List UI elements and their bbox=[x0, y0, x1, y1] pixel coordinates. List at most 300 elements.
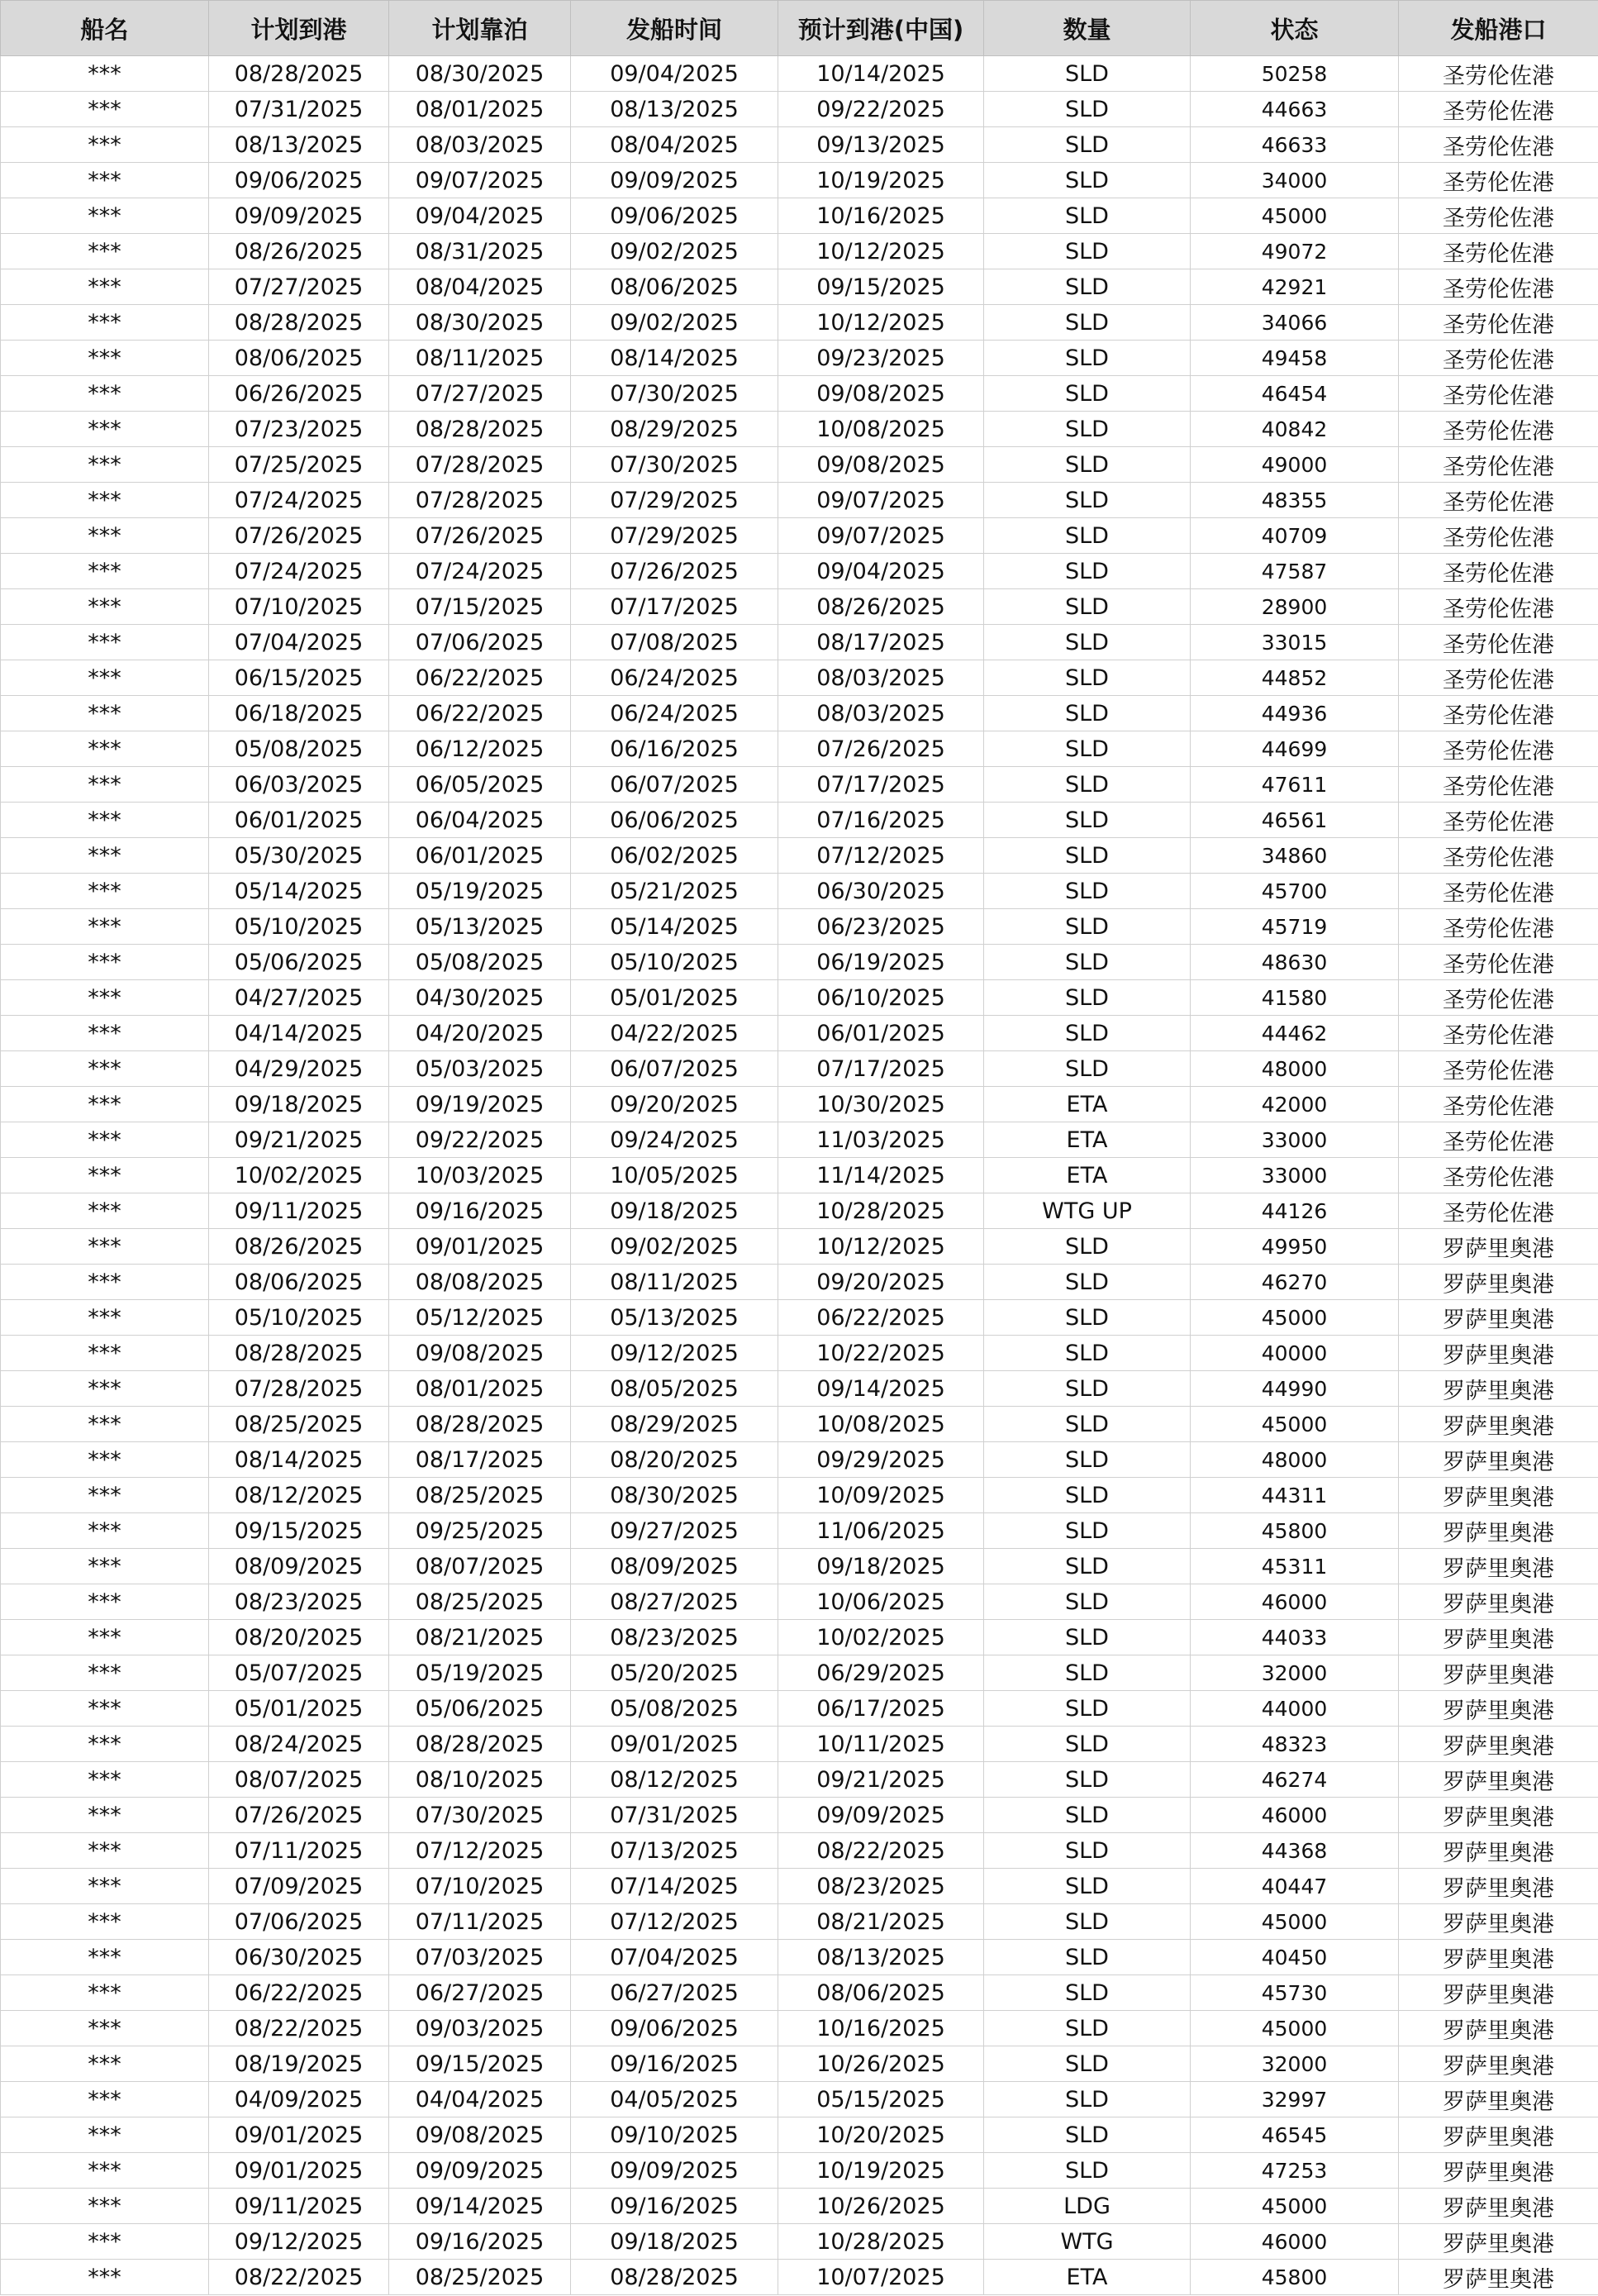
departure-time-cell: 08/29/2025 bbox=[571, 1407, 778, 1442]
vessel-name-cell: *** bbox=[1, 1904, 209, 1940]
quantity-cell: SLD bbox=[984, 1869, 1191, 1904]
vessel-name-cell: *** bbox=[1, 1300, 209, 1336]
departure-time-cell: 04/22/2025 bbox=[571, 1016, 778, 1051]
quantity-cell: SLD bbox=[984, 1371, 1191, 1407]
header-departure-port[interactable]: 发船港口 bbox=[1399, 1, 1598, 56]
eta-china-cell: 08/17/2025 bbox=[778, 625, 984, 660]
quantity-cell: SLD bbox=[984, 447, 1191, 483]
planned-arrival-cell: 09/11/2025 bbox=[209, 2189, 389, 2224]
vessel-name-cell: *** bbox=[1, 2153, 209, 2189]
departure-port-cell: 圣劳伦佐港 bbox=[1399, 92, 1598, 127]
planned-berthing-cell: 07/11/2025 bbox=[389, 1904, 571, 1940]
eta-china-cell: 08/06/2025 bbox=[778, 1975, 984, 2011]
vessel-name-cell: *** bbox=[1, 874, 209, 909]
departure-time-cell: 09/02/2025 bbox=[571, 1229, 778, 1265]
departure-port-cell: 圣劳伦佐港 bbox=[1399, 1016, 1598, 1051]
departure-time-cell: 09/09/2025 bbox=[571, 163, 778, 198]
table-row bbox=[1, 1584, 1598, 1620]
vessel-name-cell: *** bbox=[1, 980, 209, 1016]
departure-time-cell: 07/31/2025 bbox=[571, 1798, 778, 1833]
status-cell: 40000 bbox=[1191, 1336, 1399, 1371]
header-quantity[interactable]: 数量 bbox=[984, 1, 1191, 56]
status-cell: 33000 bbox=[1191, 1158, 1399, 1193]
planned-berthing-cell: 09/08/2025 bbox=[389, 1336, 571, 1371]
table-row bbox=[1, 909, 1598, 945]
planned-arrival-cell: 09/06/2025 bbox=[209, 163, 389, 198]
quantity-cell: SLD bbox=[984, 269, 1191, 305]
vessel-name-cell: *** bbox=[1, 1229, 209, 1265]
departure-time-cell: 05/10/2025 bbox=[571, 945, 778, 980]
departure-time-cell: 05/08/2025 bbox=[571, 1691, 778, 1727]
departure-time-cell: 09/06/2025 bbox=[571, 2011, 778, 2046]
departure-time-cell: 09/16/2025 bbox=[571, 2189, 778, 2224]
quantity-cell: SLD bbox=[984, 1620, 1191, 1655]
quantity-cell: SLD bbox=[984, 1229, 1191, 1265]
planned-arrival-cell: 08/28/2025 bbox=[209, 305, 389, 341]
status-cell: 48630 bbox=[1191, 945, 1399, 980]
planned-berthing-cell: 05/03/2025 bbox=[389, 1051, 571, 1087]
vessel-name-cell: *** bbox=[1, 803, 209, 838]
quantity-cell: SLD bbox=[984, 2046, 1191, 2082]
eta-china-cell: 11/03/2025 bbox=[778, 1122, 984, 1158]
departure-time-cell: 08/12/2025 bbox=[571, 1762, 778, 1798]
departure-port-cell: 圣劳伦佐港 bbox=[1399, 980, 1598, 1016]
departure-port-cell: 圣劳伦佐港 bbox=[1399, 1122, 1598, 1158]
eta-china-cell: 09/07/2025 bbox=[778, 483, 984, 518]
eta-china-cell: 10/19/2025 bbox=[778, 163, 984, 198]
eta-china-cell: 10/26/2025 bbox=[778, 2046, 984, 2082]
header-planned-berthing[interactable]: 计划靠泊 bbox=[389, 1, 571, 56]
planned-berthing-cell: 07/26/2025 bbox=[389, 518, 571, 554]
planned-arrival-cell: 08/25/2025 bbox=[209, 1407, 389, 1442]
planned-berthing-cell: 06/05/2025 bbox=[389, 767, 571, 803]
departure-time-cell: 09/27/2025 bbox=[571, 1513, 778, 1549]
planned-berthing-cell: 05/06/2025 bbox=[389, 1691, 571, 1727]
table-row bbox=[1, 376, 1598, 412]
status-cell: 34000 bbox=[1191, 163, 1399, 198]
table-row bbox=[1, 2260, 1598, 2295]
vessel-name-cell: *** bbox=[1, 1727, 209, 1762]
status-cell: 40842 bbox=[1191, 412, 1399, 447]
planned-berthing-cell: 08/25/2025 bbox=[389, 2260, 571, 2295]
quantity-cell: SLD bbox=[984, 1478, 1191, 1513]
planned-arrival-cell: 05/06/2025 bbox=[209, 945, 389, 980]
status-cell: 46000 bbox=[1191, 2224, 1399, 2260]
quantity-cell: SLD bbox=[984, 1691, 1191, 1727]
planned-arrival-cell: 07/06/2025 bbox=[209, 1904, 389, 1940]
eta-china-cell: 10/12/2025 bbox=[778, 234, 984, 269]
planned-arrival-cell: 07/28/2025 bbox=[209, 1371, 389, 1407]
vessel-name-cell: *** bbox=[1, 2046, 209, 2082]
eta-china-cell: 10/06/2025 bbox=[778, 1584, 984, 1620]
eta-china-cell: 06/19/2025 bbox=[778, 945, 984, 980]
departure-time-cell: 08/28/2025 bbox=[571, 2260, 778, 2295]
departure-port-cell: 罗萨里奥港 bbox=[1399, 1371, 1598, 1407]
departure-time-cell: 08/09/2025 bbox=[571, 1549, 778, 1584]
quantity-cell: SLD bbox=[984, 1762, 1191, 1798]
header-status[interactable]: 状态 bbox=[1191, 1, 1399, 56]
eta-china-cell: 11/14/2025 bbox=[778, 1158, 984, 1193]
vessel-name-cell: *** bbox=[1, 447, 209, 483]
table-row bbox=[1, 731, 1598, 767]
departure-time-cell: 07/14/2025 bbox=[571, 1869, 778, 1904]
eta-china-cell: 10/08/2025 bbox=[778, 1407, 984, 1442]
departure-time-cell: 07/29/2025 bbox=[571, 483, 778, 518]
departure-port-cell: 罗萨里奥港 bbox=[1399, 2224, 1598, 2260]
departure-time-cell: 09/01/2025 bbox=[571, 1727, 778, 1762]
eta-china-cell: 10/16/2025 bbox=[778, 198, 984, 234]
planned-arrival-cell: 05/07/2025 bbox=[209, 1655, 389, 1691]
planned-berthing-cell: 08/07/2025 bbox=[389, 1549, 571, 1584]
planned-berthing-cell: 06/01/2025 bbox=[389, 838, 571, 874]
departure-port-cell: 圣劳伦佐港 bbox=[1399, 589, 1598, 625]
quantity-cell: SLD bbox=[984, 1442, 1191, 1478]
header-planned-arrival[interactable]: 计划到港 bbox=[209, 1, 389, 56]
status-cell: 32000 bbox=[1191, 2046, 1399, 2082]
status-cell: 47611 bbox=[1191, 767, 1399, 803]
eta-china-cell: 08/13/2025 bbox=[778, 1940, 984, 1975]
departure-port-cell: 圣劳伦佐港 bbox=[1399, 1158, 1598, 1193]
eta-china-cell: 09/09/2025 bbox=[778, 1798, 984, 1833]
quantity-cell: SLD bbox=[984, 838, 1191, 874]
eta-china-cell: 10/11/2025 bbox=[778, 1727, 984, 1762]
eta-china-cell: 07/26/2025 bbox=[778, 731, 984, 767]
departure-port-cell: 罗萨里奥港 bbox=[1399, 1833, 1598, 1869]
departure-time-cell: 08/30/2025 bbox=[571, 1478, 778, 1513]
status-cell: 45730 bbox=[1191, 1975, 1399, 2011]
planned-berthing-cell: 06/04/2025 bbox=[389, 803, 571, 838]
eta-china-cell: 09/21/2025 bbox=[778, 1762, 984, 1798]
eta-china-cell: 10/19/2025 bbox=[778, 2153, 984, 2189]
table-row bbox=[1, 234, 1598, 269]
eta-china-cell: 06/22/2025 bbox=[778, 1300, 984, 1336]
status-cell: 48323 bbox=[1191, 1727, 1399, 1762]
planned-berthing-cell: 07/28/2025 bbox=[389, 447, 571, 483]
departure-port-cell: 罗萨里奥港 bbox=[1399, 1975, 1598, 2011]
departure-port-cell: 圣劳伦佐港 bbox=[1399, 1087, 1598, 1122]
departure-port-cell: 罗萨里奥港 bbox=[1399, 1904, 1598, 1940]
departure-port-cell: 圣劳伦佐港 bbox=[1399, 269, 1598, 305]
table-row bbox=[1, 945, 1598, 980]
departure-port-cell: 圣劳伦佐港 bbox=[1399, 341, 1598, 376]
quantity-cell: SLD bbox=[984, 767, 1191, 803]
planned-berthing-cell: 08/08/2025 bbox=[389, 1265, 571, 1300]
status-cell: 40709 bbox=[1191, 518, 1399, 554]
quantity-cell: WTG bbox=[984, 2224, 1191, 2260]
departure-time-cell: 07/13/2025 bbox=[571, 1833, 778, 1869]
planned-arrival-cell: 07/10/2025 bbox=[209, 589, 389, 625]
planned-berthing-cell: 09/03/2025 bbox=[389, 2011, 571, 2046]
quantity-cell: SLD bbox=[984, 1016, 1191, 1051]
status-cell: 50258 bbox=[1191, 56, 1399, 92]
planned-berthing-cell: 08/17/2025 bbox=[389, 1442, 571, 1478]
departure-port-cell: 罗萨里奥港 bbox=[1399, 2153, 1598, 2189]
vessel-name-cell: *** bbox=[1, 554, 209, 589]
planned-arrival-cell: 04/14/2025 bbox=[209, 1016, 389, 1051]
table-row bbox=[1, 2224, 1598, 2260]
departure-port-cell: 圣劳伦佐港 bbox=[1399, 803, 1598, 838]
table-row bbox=[1, 1620, 1598, 1655]
departure-time-cell: 08/29/2025 bbox=[571, 412, 778, 447]
table-row bbox=[1, 92, 1598, 127]
status-cell: 44936 bbox=[1191, 696, 1399, 731]
quantity-cell: SLD bbox=[984, 127, 1191, 163]
quantity-cell: SLD bbox=[984, 945, 1191, 980]
planned-arrival-cell: 07/31/2025 bbox=[209, 92, 389, 127]
planned-arrival-cell: 04/27/2025 bbox=[209, 980, 389, 1016]
eta-china-cell: 10/28/2025 bbox=[778, 2224, 984, 2260]
quantity-cell: SLD bbox=[984, 803, 1191, 838]
planned-berthing-cell: 08/21/2025 bbox=[389, 1620, 571, 1655]
planned-arrival-cell: 08/19/2025 bbox=[209, 2046, 389, 2082]
header-eta-china[interactable]: 预计到港(中国) bbox=[778, 1, 984, 56]
planned-berthing-cell: 09/15/2025 bbox=[389, 2046, 571, 2082]
planned-arrival-cell: 04/29/2025 bbox=[209, 1051, 389, 1087]
quantity-cell: SLD bbox=[984, 1833, 1191, 1869]
planned-berthing-cell: 10/03/2025 bbox=[389, 1158, 571, 1193]
vessel-name-cell: *** bbox=[1, 1869, 209, 1904]
planned-arrival-cell: 06/15/2025 bbox=[209, 660, 389, 696]
quantity-cell: SLD bbox=[984, 56, 1191, 92]
planned-arrival-cell: 08/28/2025 bbox=[209, 1336, 389, 1371]
departure-port-cell: 罗萨里奥港 bbox=[1399, 1798, 1598, 1833]
planned-arrival-cell: 06/03/2025 bbox=[209, 767, 389, 803]
quantity-cell: SLD bbox=[984, 1336, 1191, 1371]
departure-port-cell: 圣劳伦佐港 bbox=[1399, 660, 1598, 696]
departure-time-cell: 07/30/2025 bbox=[571, 376, 778, 412]
vessel-name-cell: *** bbox=[1, 483, 209, 518]
table-row bbox=[1, 1727, 1598, 1762]
table-row bbox=[1, 2189, 1598, 2224]
quantity-cell: SLD bbox=[984, 625, 1191, 660]
departure-port-cell: 罗萨里奥港 bbox=[1399, 1691, 1598, 1727]
vessel-name-cell: *** bbox=[1, 1833, 209, 1869]
planned-arrival-cell: 10/02/2025 bbox=[209, 1158, 389, 1193]
planned-berthing-cell: 06/12/2025 bbox=[389, 731, 571, 767]
table-row bbox=[1, 1762, 1598, 1798]
eta-china-cell: 09/20/2025 bbox=[778, 1265, 984, 1300]
status-cell: 44663 bbox=[1191, 92, 1399, 127]
table-row bbox=[1, 2082, 1598, 2117]
eta-china-cell: 10/08/2025 bbox=[778, 412, 984, 447]
planned-berthing-cell: 09/25/2025 bbox=[389, 1513, 571, 1549]
table-row bbox=[1, 2117, 1598, 2153]
status-cell: 48000 bbox=[1191, 1051, 1399, 1087]
status-cell: 46545 bbox=[1191, 2117, 1399, 2153]
quantity-cell: SLD bbox=[984, 1549, 1191, 1584]
status-cell: 28900 bbox=[1191, 589, 1399, 625]
departure-port-cell: 圣劳伦佐港 bbox=[1399, 447, 1598, 483]
table-row bbox=[1, 838, 1598, 874]
status-cell: 49000 bbox=[1191, 447, 1399, 483]
quantity-cell: SLD bbox=[984, 341, 1191, 376]
quantity-cell: SLD bbox=[984, 1975, 1191, 2011]
table-row bbox=[1, 1300, 1598, 1336]
departure-port-cell: 圣劳伦佐港 bbox=[1399, 731, 1598, 767]
vessel-name-cell: *** bbox=[1, 1940, 209, 1975]
planned-arrival-cell: 09/18/2025 bbox=[209, 1087, 389, 1122]
planned-berthing-cell: 08/10/2025 bbox=[389, 1762, 571, 1798]
status-cell: 41580 bbox=[1191, 980, 1399, 1016]
table-row bbox=[1, 696, 1598, 731]
departure-port-cell: 圣劳伦佐港 bbox=[1399, 163, 1598, 198]
header-vessel-name[interactable]: 船名 bbox=[1, 1, 209, 56]
departure-port-cell: 罗萨里奥港 bbox=[1399, 2117, 1598, 2153]
status-cell: 42000 bbox=[1191, 1087, 1399, 1122]
departure-port-cell: 圣劳伦佐港 bbox=[1399, 945, 1598, 980]
status-cell: 45000 bbox=[1191, 1300, 1399, 1336]
eta-china-cell: 10/30/2025 bbox=[778, 1087, 984, 1122]
planned-berthing-cell: 08/03/2025 bbox=[389, 127, 571, 163]
quantity-cell: WTG UP bbox=[984, 1193, 1191, 1229]
vessel-name-cell: *** bbox=[1, 1655, 209, 1691]
status-cell: 34860 bbox=[1191, 838, 1399, 874]
quantity-cell: SLD bbox=[984, 1265, 1191, 1300]
planned-arrival-cell: 06/26/2025 bbox=[209, 376, 389, 412]
planned-berthing-cell: 07/30/2025 bbox=[389, 1798, 571, 1833]
quantity-cell: SLD bbox=[984, 1940, 1191, 1975]
planned-berthing-cell: 04/04/2025 bbox=[389, 2082, 571, 2117]
header-row bbox=[1, 1, 1598, 56]
planned-arrival-cell: 08/22/2025 bbox=[209, 2011, 389, 2046]
header-departure-time[interactable]: 发船时间 bbox=[571, 1, 778, 56]
departure-time-cell: 06/24/2025 bbox=[571, 696, 778, 731]
planned-berthing-cell: 08/01/2025 bbox=[389, 1371, 571, 1407]
quantity-cell: SLD bbox=[984, 1584, 1191, 1620]
departure-port-cell: 圣劳伦佐港 bbox=[1399, 838, 1598, 874]
eta-china-cell: 08/23/2025 bbox=[778, 1869, 984, 1904]
table-row bbox=[1, 1336, 1598, 1371]
planned-berthing-cell: 08/30/2025 bbox=[389, 305, 571, 341]
planned-berthing-cell: 07/12/2025 bbox=[389, 1833, 571, 1869]
vessel-name-cell: *** bbox=[1, 1122, 209, 1158]
table-row bbox=[1, 1016, 1598, 1051]
departure-time-cell: 06/16/2025 bbox=[571, 731, 778, 767]
vessel-name-cell: *** bbox=[1, 1478, 209, 1513]
vessel-name-cell: *** bbox=[1, 1584, 209, 1620]
status-cell: 49950 bbox=[1191, 1229, 1399, 1265]
eta-china-cell: 08/26/2025 bbox=[778, 589, 984, 625]
eta-china-cell: 06/30/2025 bbox=[778, 874, 984, 909]
table-row bbox=[1, 1655, 1598, 1691]
departure-time-cell: 05/20/2025 bbox=[571, 1655, 778, 1691]
status-cell: 44990 bbox=[1191, 1371, 1399, 1407]
eta-china-cell: 10/22/2025 bbox=[778, 1336, 984, 1371]
quantity-cell: SLD bbox=[984, 163, 1191, 198]
status-cell: 45700 bbox=[1191, 874, 1399, 909]
eta-china-cell: 08/03/2025 bbox=[778, 660, 984, 696]
status-cell: 44699 bbox=[1191, 731, 1399, 767]
departure-time-cell: 09/18/2025 bbox=[571, 1193, 778, 1229]
planned-berthing-cell: 09/07/2025 bbox=[389, 163, 571, 198]
planned-berthing-cell: 05/13/2025 bbox=[389, 909, 571, 945]
departure-time-cell: 09/02/2025 bbox=[571, 234, 778, 269]
planned-arrival-cell: 06/22/2025 bbox=[209, 1975, 389, 2011]
vessel-name-cell: *** bbox=[1, 341, 209, 376]
status-cell: 44033 bbox=[1191, 1620, 1399, 1655]
planned-arrival-cell: 05/10/2025 bbox=[209, 909, 389, 945]
vessel-name-cell: *** bbox=[1, 1407, 209, 1442]
vessel-name-cell: *** bbox=[1, 589, 209, 625]
departure-port-cell: 圣劳伦佐港 bbox=[1399, 198, 1598, 234]
departure-port-cell: 圣劳伦佐港 bbox=[1399, 56, 1598, 92]
planned-berthing-cell: 07/28/2025 bbox=[389, 483, 571, 518]
quantity-cell: SLD bbox=[984, 1727, 1191, 1762]
quantity-cell: SLD bbox=[984, 1798, 1191, 1833]
vessel-name-cell: *** bbox=[1, 518, 209, 554]
eta-china-cell: 09/13/2025 bbox=[778, 127, 984, 163]
planned-arrival-cell: 08/13/2025 bbox=[209, 127, 389, 163]
planned-arrival-cell: 09/15/2025 bbox=[209, 1513, 389, 1549]
table-row bbox=[1, 1904, 1598, 1940]
table-row bbox=[1, 518, 1598, 554]
eta-china-cell: 09/07/2025 bbox=[778, 518, 984, 554]
table-row bbox=[1, 412, 1598, 447]
planned-berthing-cell: 08/28/2025 bbox=[389, 412, 571, 447]
departure-time-cell: 09/24/2025 bbox=[571, 1122, 778, 1158]
status-cell: 44368 bbox=[1191, 1833, 1399, 1869]
table-row bbox=[1, 1051, 1598, 1087]
quantity-cell: SLD bbox=[984, 909, 1191, 945]
eta-china-cell: 09/15/2025 bbox=[778, 269, 984, 305]
departure-port-cell: 罗萨里奥港 bbox=[1399, 1655, 1598, 1691]
table-body bbox=[1, 56, 1598, 2295]
vessel-name-cell: *** bbox=[1, 56, 209, 92]
departure-port-cell: 圣劳伦佐港 bbox=[1399, 1051, 1598, 1087]
eta-china-cell: 07/17/2025 bbox=[778, 1051, 984, 1087]
planned-berthing-cell: 06/27/2025 bbox=[389, 1975, 571, 2011]
eta-china-cell: 10/16/2025 bbox=[778, 2011, 984, 2046]
planned-berthing-cell: 08/28/2025 bbox=[389, 1407, 571, 1442]
departure-time-cell: 07/29/2025 bbox=[571, 518, 778, 554]
quantity-cell: SLD bbox=[984, 412, 1191, 447]
departure-port-cell: 圣劳伦佐港 bbox=[1399, 127, 1598, 163]
departure-time-cell: 06/07/2025 bbox=[571, 767, 778, 803]
planned-berthing-cell: 09/14/2025 bbox=[389, 2189, 571, 2224]
planned-berthing-cell: 08/11/2025 bbox=[389, 341, 571, 376]
table-row bbox=[1, 767, 1598, 803]
eta-china-cell: 09/29/2025 bbox=[778, 1442, 984, 1478]
vessel-name-cell: *** bbox=[1, 376, 209, 412]
status-cell: 44462 bbox=[1191, 1016, 1399, 1051]
planned-arrival-cell: 07/11/2025 bbox=[209, 1833, 389, 1869]
vessel-name-cell: *** bbox=[1, 2189, 209, 2224]
departure-time-cell: 06/06/2025 bbox=[571, 803, 778, 838]
status-cell: 45800 bbox=[1191, 2260, 1399, 2295]
vessel-name-cell: *** bbox=[1, 1975, 209, 2011]
quantity-cell: SLD bbox=[984, 660, 1191, 696]
planned-berthing-cell: 09/01/2025 bbox=[389, 1229, 571, 1265]
departure-port-cell: 罗萨里奥港 bbox=[1399, 1336, 1598, 1371]
planned-arrival-cell: 08/28/2025 bbox=[209, 56, 389, 92]
planned-arrival-cell: 08/26/2025 bbox=[209, 234, 389, 269]
table-row bbox=[1, 1442, 1598, 1478]
planned-arrival-cell: 06/30/2025 bbox=[209, 1940, 389, 1975]
status-cell: 48355 bbox=[1191, 483, 1399, 518]
departure-port-cell: 罗萨里奥港 bbox=[1399, 1762, 1598, 1798]
departure-port-cell: 罗萨里奥港 bbox=[1399, 2260, 1598, 2295]
table-row bbox=[1, 1478, 1598, 1513]
status-cell: 32997 bbox=[1191, 2082, 1399, 2117]
eta-china-cell: 09/08/2025 bbox=[778, 376, 984, 412]
departure-time-cell: 09/12/2025 bbox=[571, 1336, 778, 1371]
table-row bbox=[1, 1158, 1598, 1193]
departure-port-cell: 罗萨里奥港 bbox=[1399, 1549, 1598, 1584]
planned-arrival-cell: 09/01/2025 bbox=[209, 2153, 389, 2189]
vessel-name-cell: *** bbox=[1, 92, 209, 127]
vessel-name-cell: *** bbox=[1, 305, 209, 341]
status-cell: 46274 bbox=[1191, 1762, 1399, 1798]
